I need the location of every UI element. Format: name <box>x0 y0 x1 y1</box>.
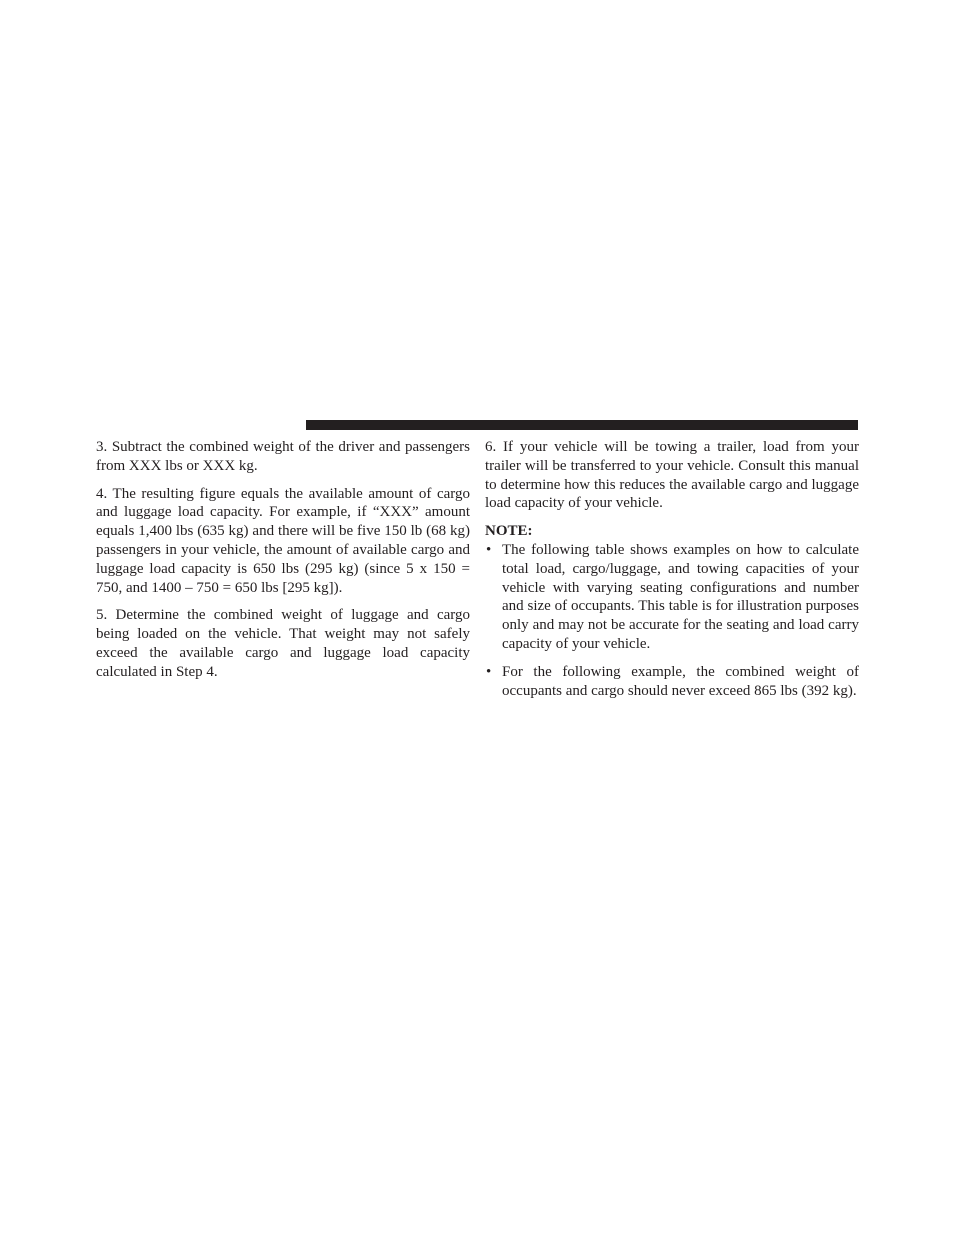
step-3-paragraph: 3. Subtract the combined weight of the driver and passengers from XXX lbs or XXX kg. <box>96 439 470 474</box>
bullet-text: For the following example, the combined weight of occupants and cargo should never exceed 865 lbs (392 kg). <box>502 663 859 699</box>
step-6-paragraph: 6. If your vehicle will be towing a trailer, load from your trailer will be transferred to your vehicle. Consult this manual to determine how this reduces the available cargo and luggage load capacity of your vehicle. <box>485 439 859 512</box>
step-4-paragraph: 4. The resulting figure equals the available amount of cargo and luggage load capacity. For example, if “XXX” amount equals 1,400 lbs (635 kg) and there will be five 150 lb (68 kg) passengers in your vehicle, the amount of available cargo and luggage load capacity is 650 lbs (295 kg) (since 5 x 150 = 750, and 1400 – 750 = 650 lbs [295 kg]). <box>96 485 470 596</box>
bullet-text: The following table shows examples on how to calculate total load, cargo/luggage, and towing capacities of your vehicle with varying seating configurations and number and size of occupants. This table is for illustration purposes only and may not be accurate for the seating and load carry capacity of your vehicle. <box>502 541 859 652</box>
bullet-icon: • <box>486 663 492 680</box>
list-item <box>485 541 859 654</box>
section-header-bar <box>306 420 858 430</box>
note-label: NOTE: <box>485 523 533 540</box>
bullet-icon: • <box>486 541 492 558</box>
left-column <box>96 438 470 691</box>
list-item <box>485 663 859 701</box>
step-5-paragraph: 5. Determine the combined weight of luggage and cargo being loaded on the vehicle. That weight may not safely exceed the available cargo and luggage load capacity calculated in Step 4. <box>96 607 470 680</box>
note-bullet-list <box>485 541 859 700</box>
right-column <box>485 438 859 709</box>
